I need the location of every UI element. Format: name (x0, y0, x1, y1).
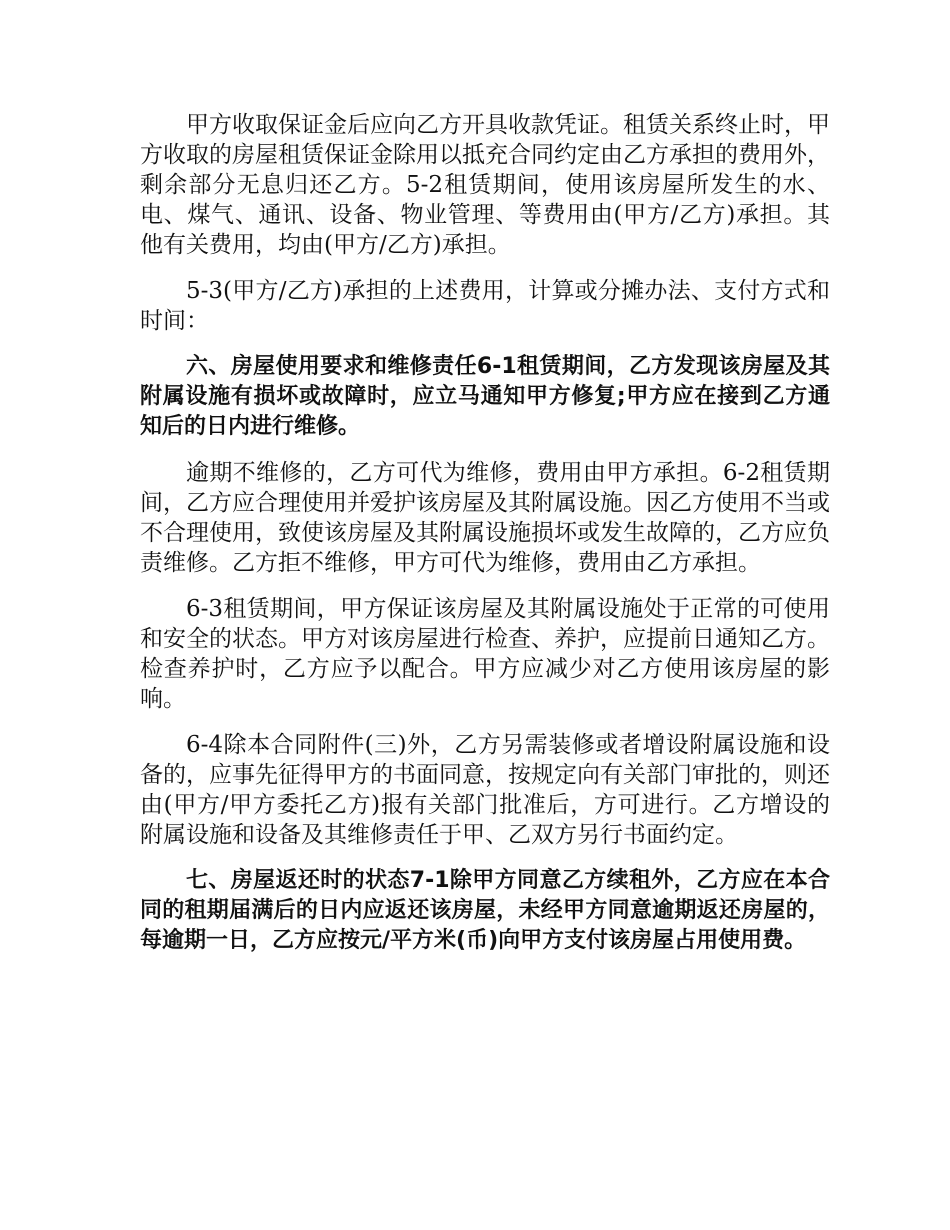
paragraph-6-4: 6-4除本合同附件(三)外，乙方另需装修或者增设附属设施和设备的，应事先征得甲方的书面同意，按规定向有关部门审批的，则还由(甲方/甲方委托乙方)报有关部门批准后，方可进行。乙方增设的附属设施和设备及其维修责任于甲、乙双方另行书面约定。 (140, 732, 830, 848)
paragraph-5-3: 5-3(甲方/乙方)承担的上述费用，计算或分摊办法、支付方式和时间： (140, 278, 830, 334)
paragraph-6-3: 6-3租赁期间，甲方保证该房屋及其附属设施处于正常的可使用和安全的状态。甲方对该房屋进行检查、养护，应提前日通知乙方。检查养护时，乙方应予以配合。甲方应减少对乙方使用该房屋的影响。 (140, 596, 830, 712)
section-heading-7: 七、房屋返还时的状态7-1除甲方同意乙方续租外，乙方应在本合同的租期届满后的日内应返还该房屋，未经甲方同意逾期返还房屋的，每逾期一日，乙方应按元/平方米(币)向甲方支付该房屋占用使用费。 (140, 868, 830, 953)
document-body (140, 110, 830, 972)
section-heading-6: 六、房屋使用要求和维修责任6-1租赁期间，乙方发现该房屋及其附属设施有损坏或故障时，应立马通知甲方修复;甲方应在接到乙方通知后的日内进行维修。 (140, 354, 830, 439)
paragraph-deposit-and-fees: 甲方收取保证金后应向乙方开具收款凭证。租赁关系终止时，甲方收取的房屋租赁保证金除用以抵充合同约定由乙方承担的费用外，剩余部分无息归还乙方。5-2租赁期间，使用该房屋所发生的水、电、煤气、通讯、设备、物业管理、等费用由(甲方/乙方)承担。其他有关费用，均由(甲方/乙方)承担。 (140, 112, 830, 258)
paragraph-6-2: 逾期不维修的，乙方可代为维修，费用由甲方承担。6-2租赁期间，乙方应合理使用并爱护该房屋及其附属设施。因乙方使用不当或不合理使用，致使该房屋及其附属设施损坏或发生故障的，乙方应负责维修。乙方拒不维修，甲方可代为维修，费用由乙方承担。 (140, 460, 830, 576)
